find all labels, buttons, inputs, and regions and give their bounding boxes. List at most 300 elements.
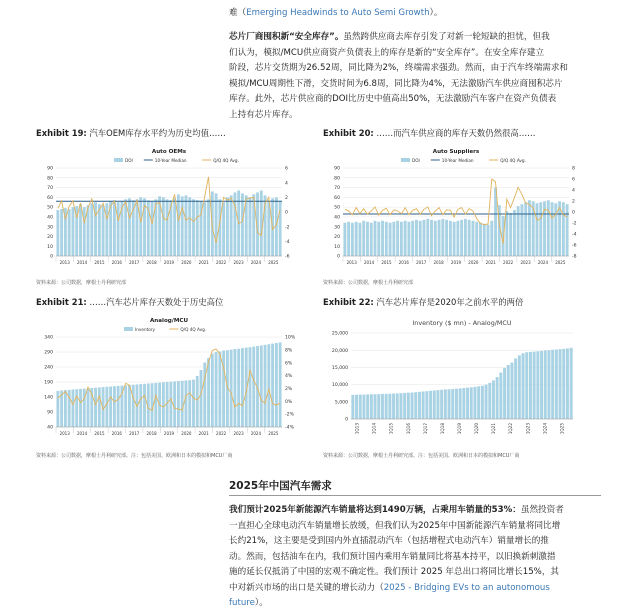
x-tick-label: 1Q17 bbox=[422, 423, 428, 435]
bar bbox=[233, 192, 236, 256]
bar bbox=[507, 365, 510, 419]
bar bbox=[392, 222, 395, 256]
section-divider bbox=[229, 495, 601, 496]
x-tick-label: 2017 bbox=[416, 260, 427, 265]
bar bbox=[279, 342, 282, 427]
x-tick-label: 2019 bbox=[163, 260, 175, 265]
bar bbox=[222, 351, 225, 428]
y-tick-label: 140 bbox=[44, 395, 53, 401]
intro-line bbox=[229, 6, 601, 22]
bar bbox=[433, 390, 436, 419]
bar bbox=[75, 389, 78, 427]
x-tick-label: 2020 bbox=[181, 431, 192, 436]
x-tick-label: 2021 bbox=[485, 260, 496, 265]
y-tick-label: 0 bbox=[50, 254, 53, 260]
bar bbox=[559, 349, 562, 419]
y-tick-label: 5,000 bbox=[334, 400, 348, 406]
x-tick-label: 2016 bbox=[111, 431, 122, 436]
bar bbox=[105, 203, 108, 256]
bar bbox=[215, 193, 218, 256]
y2-tick-label: 4% bbox=[285, 374, 293, 380]
bar bbox=[400, 222, 403, 256]
text-line: 库存。此外，芯片供应商的DOI比历史中值高出50%，无法激励汽车客户在资产负债表 bbox=[229, 94, 557, 104]
legend-label: Q/Q 4Q Avg. bbox=[180, 327, 207, 332]
bar bbox=[128, 198, 131, 256]
bar bbox=[359, 395, 362, 419]
x-tick-label: 2022 bbox=[503, 260, 514, 265]
y2-tick-label: 6 bbox=[572, 177, 575, 183]
y-tick-label: 15,000 bbox=[331, 366, 348, 371]
bar bbox=[490, 221, 493, 256]
y2-tick-label: 8 bbox=[572, 166, 575, 172]
bar bbox=[355, 395, 358, 419]
x-tick-label: 2025 bbox=[268, 260, 279, 265]
bar bbox=[496, 377, 499, 419]
section-title: 2025年中国汽车需求 bbox=[229, 480, 332, 492]
x-tick-label: 2016 bbox=[111, 260, 122, 265]
bar bbox=[64, 390, 67, 427]
bridging-evs-link[interactable]: 2025 - Bridging EVs to an autonomous bbox=[383, 582, 550, 593]
bar bbox=[389, 223, 392, 256]
bar bbox=[72, 390, 75, 428]
bar bbox=[551, 350, 554, 419]
bar bbox=[525, 352, 528, 419]
exhibit-20-label: Exhibit 20: bbox=[323, 128, 374, 138]
text-line: 一直担心全球电动汽车销量增长放缓，但我们认为2025年中国新能源汽车销量将同比增 bbox=[229, 520, 561, 531]
bar bbox=[90, 203, 93, 256]
bar bbox=[524, 202, 527, 256]
x-tick-label: 2025 bbox=[268, 431, 279, 436]
legend-swatch bbox=[114, 158, 123, 162]
bar bbox=[488, 383, 491, 419]
bar bbox=[407, 222, 410, 256]
bar bbox=[404, 221, 407, 256]
bar bbox=[264, 345, 267, 427]
x-tick-label: 1Q25 bbox=[559, 423, 565, 435]
bar bbox=[173, 381, 176, 427]
y2-tick-label: 0% bbox=[285, 399, 293, 405]
bar bbox=[441, 219, 444, 256]
bar bbox=[241, 348, 244, 427]
x-tick-label: 2022 bbox=[216, 431, 227, 436]
bar bbox=[192, 199, 195, 256]
bar bbox=[528, 200, 531, 256]
y-tick-label: 30 bbox=[334, 225, 340, 231]
text-line: 虽然投资者 bbox=[520, 505, 564, 515]
bar bbox=[396, 393, 399, 419]
bar bbox=[520, 204, 523, 256]
bar bbox=[249, 347, 252, 427]
bar bbox=[56, 391, 59, 427]
x-tick-label: 2023 bbox=[233, 260, 244, 265]
bar bbox=[355, 222, 358, 256]
bar bbox=[154, 383, 157, 427]
bar bbox=[230, 350, 233, 427]
x-tick-label: 2025 bbox=[555, 260, 566, 265]
bar bbox=[83, 207, 86, 256]
y-tick-label: 240 bbox=[44, 365, 53, 371]
x-tick-label: 1Q21 bbox=[491, 423, 497, 435]
bar bbox=[192, 380, 195, 427]
exhibit-21-label: Exhibit 21: bbox=[36, 297, 87, 307]
y-tick-label: 190 bbox=[44, 380, 53, 386]
y-tick-label: 60 bbox=[47, 195, 53, 201]
bar bbox=[68, 209, 71, 256]
bar bbox=[200, 370, 203, 427]
bar bbox=[267, 344, 270, 427]
y2-tick-label: 8% bbox=[285, 348, 293, 354]
bar bbox=[211, 354, 214, 428]
y2-tick-label: 2 bbox=[285, 195, 288, 201]
x-tick-label: 2014 bbox=[76, 260, 88, 265]
bar bbox=[510, 363, 513, 419]
y-tick-label: 20,000 bbox=[331, 348, 348, 354]
chart-title: Auto Suppliers bbox=[432, 149, 480, 155]
bar bbox=[260, 345, 263, 427]
bar bbox=[499, 373, 502, 419]
y-tick-label: 10 bbox=[334, 244, 340, 250]
x-tick-label: 1Q19 bbox=[457, 423, 462, 435]
bar bbox=[196, 376, 199, 427]
y2-tick-label: 2% bbox=[285, 387, 293, 393]
x-tick-label: 1Q24 bbox=[542, 423, 548, 435]
bar bbox=[396, 221, 399, 256]
bar bbox=[185, 381, 188, 428]
paragraph-nev-forecast bbox=[229, 503, 601, 612]
y-tick-label: 50 bbox=[334, 205, 340, 211]
source-note-ex21: 资料来源：公司数据，摩根士丹利研究部。注：包括美国、欧洲和日本的模拟和MCU厂商 bbox=[36, 453, 233, 459]
x-tick-label: 1Q16 bbox=[405, 423, 411, 435]
bar bbox=[566, 204, 569, 256]
bar bbox=[203, 202, 206, 256]
x-tick-label: 2015 bbox=[381, 260, 392, 265]
x-tick-label: 2015 bbox=[94, 431, 105, 436]
y-tick-label: 30 bbox=[47, 225, 53, 231]
chart-inventory-analog-mcu bbox=[323, 313, 585, 445]
bar bbox=[385, 394, 388, 419]
bar bbox=[554, 203, 557, 256]
legend-label: 10-Year Median bbox=[441, 158, 474, 163]
bar bbox=[366, 394, 369, 419]
y2-tick-label: 0 bbox=[572, 210, 575, 216]
x-tick-label: 2018 bbox=[433, 260, 444, 265]
x-tick-label: 2024 bbox=[250, 431, 262, 436]
bar bbox=[448, 389, 451, 419]
bar bbox=[547, 350, 550, 419]
text-line: 模拟/MCU周期性下滑，交货时间为6.8周，同比降为4%，无法激励汽车供应商囤积芯片 bbox=[229, 78, 563, 89]
bar bbox=[188, 197, 191, 256]
bar bbox=[143, 384, 146, 427]
bar bbox=[570, 348, 573, 419]
y-tick-label: 70 bbox=[47, 186, 53, 192]
x-tick-label: 2019 bbox=[163, 431, 175, 436]
bar bbox=[374, 394, 377, 419]
bar bbox=[181, 196, 184, 256]
bar bbox=[181, 381, 184, 427]
bar bbox=[509, 213, 512, 256]
y2-tick-label: 10% bbox=[285, 335, 296, 341]
bar bbox=[425, 391, 428, 419]
x-tick-label: 2023 bbox=[233, 431, 244, 436]
bar bbox=[514, 358, 517, 419]
bar bbox=[440, 390, 443, 419]
bar bbox=[139, 384, 142, 427]
bar bbox=[430, 220, 433, 256]
exhibit-19-caption bbox=[36, 128, 226, 139]
y-tick-label: 40 bbox=[47, 215, 53, 221]
bar bbox=[411, 393, 414, 419]
y2-tick-label: -6 bbox=[572, 243, 577, 249]
bar bbox=[113, 200, 116, 256]
bar bbox=[540, 351, 543, 419]
y-tick-label: 25,000 bbox=[331, 331, 348, 337]
x-tick-label: 1Q14 bbox=[371, 423, 377, 435]
y-tick-label: 290 bbox=[44, 350, 53, 356]
bar bbox=[79, 389, 82, 427]
bar bbox=[162, 382, 165, 427]
bar bbox=[539, 202, 542, 256]
bar bbox=[415, 220, 418, 256]
bar bbox=[418, 392, 421, 419]
x-tick-label: 2023 bbox=[520, 260, 531, 265]
bar bbox=[429, 391, 432, 419]
chart-title: Analog/MCU bbox=[149, 318, 189, 324]
x-tick-label: 2016 bbox=[398, 260, 409, 265]
bar bbox=[222, 202, 225, 256]
bar bbox=[426, 219, 429, 256]
bar bbox=[374, 221, 377, 256]
bar bbox=[381, 221, 384, 256]
y2-tick-label: -2% bbox=[285, 412, 294, 418]
y-tick-label: 20 bbox=[334, 235, 340, 241]
bar bbox=[177, 381, 180, 427]
exhibit-22-label: Exhibit 22: bbox=[323, 297, 374, 307]
y2-tick-label: 2 bbox=[572, 199, 575, 205]
x-tick-label: 2013 bbox=[59, 260, 70, 265]
bar bbox=[492, 380, 495, 419]
bar bbox=[56, 210, 59, 256]
legend-label: Q/Q 4Q Avg. bbox=[213, 158, 239, 163]
bar bbox=[124, 385, 127, 427]
legend-label: 10-Year Median bbox=[154, 158, 187, 163]
bar bbox=[249, 197, 252, 256]
bar bbox=[518, 355, 521, 419]
bar bbox=[177, 194, 180, 256]
text-line: 上持有芯片库存。 bbox=[229, 109, 298, 120]
bar bbox=[562, 202, 565, 256]
bar bbox=[72, 207, 75, 256]
y2-tick-label: 0 bbox=[285, 210, 288, 216]
y-tick-label: 70 bbox=[334, 186, 340, 192]
exhibit-19-text: 汽车OEM库存水平约为历史均值…… bbox=[89, 128, 226, 138]
y2-tick-label: -2 bbox=[572, 221, 577, 227]
y-tick-label: 90 bbox=[47, 410, 53, 416]
bar bbox=[414, 392, 417, 419]
bar bbox=[459, 388, 462, 419]
chart-auto-oems bbox=[36, 144, 298, 274]
bar bbox=[470, 387, 473, 419]
bar bbox=[481, 386, 484, 419]
bar bbox=[479, 223, 482, 256]
y2-tick-label: 4 bbox=[572, 188, 575, 194]
paragraph-nev-heading: 我们预计2025年新能源汽车销量将达到1490万辆，占乘用车销量的53%： bbox=[229, 505, 521, 515]
x-tick-label: 2017 bbox=[129, 260, 140, 265]
bar bbox=[279, 201, 282, 256]
x-tick-label: 2021 bbox=[198, 260, 209, 265]
emerging-headwinds-link[interactable]: Emerging Headwinds to Auto Semi Growth bbox=[246, 8, 430, 18]
bar bbox=[468, 220, 471, 256]
text-line: 长约21%，这主要是受到国内外直插混动汽车（包括增程式电动汽车）销量增长的推 bbox=[229, 536, 549, 546]
bar bbox=[423, 220, 426, 256]
intro-suffix: ）。 bbox=[429, 8, 443, 18]
bar bbox=[169, 382, 172, 427]
x-tick-label: 1Q20 bbox=[474, 423, 480, 435]
x-tick-label: 2013 bbox=[346, 260, 357, 265]
bar bbox=[566, 348, 569, 419]
bar bbox=[230, 195, 233, 256]
y-tick-label: 0 bbox=[337, 254, 340, 260]
bar bbox=[377, 394, 380, 419]
text-line: ）。 bbox=[254, 598, 268, 608]
bar bbox=[472, 221, 475, 256]
legend-label: DOI bbox=[125, 158, 133, 163]
y2-tick-label: 6 bbox=[285, 166, 288, 172]
legend-swatch bbox=[124, 327, 133, 331]
y2-tick-label: -8 bbox=[572, 254, 577, 260]
bar bbox=[456, 221, 459, 256]
y-tick-label: 90 bbox=[47, 166, 53, 172]
y-tick-label: 10,000 bbox=[331, 383, 348, 389]
bar bbox=[436, 390, 439, 419]
bar bbox=[536, 203, 539, 256]
source-note-ex22: 资料来源：公司数据，摩根士丹利研究部。注：包括美国、欧洲和日本的模拟和MCU厂商 bbox=[323, 453, 520, 459]
bar bbox=[522, 353, 525, 419]
bar bbox=[466, 388, 469, 419]
x-tick-label: 1Q15 bbox=[388, 423, 394, 435]
chart-title: Inventory ($ mn) - Analog/MCU bbox=[412, 319, 512, 327]
y-tick-label: 50 bbox=[47, 205, 53, 211]
x-tick-label: 2014 bbox=[363, 260, 375, 265]
bar bbox=[485, 385, 488, 419]
x-tick-label: 2019 bbox=[450, 260, 462, 265]
legend-label: DOI bbox=[412, 158, 420, 163]
bar bbox=[487, 225, 490, 256]
exhibit-20-caption bbox=[323, 128, 536, 139]
text-line: 动。然而，包括油车在内，我们预计国内乘用车销量同比将基本持平，以旧换新刺激措 bbox=[229, 551, 556, 562]
bar bbox=[513, 210, 516, 256]
bar bbox=[185, 195, 188, 256]
bar bbox=[562, 349, 565, 419]
bar bbox=[347, 222, 350, 256]
x-tick-label: 2020 bbox=[468, 260, 479, 265]
bar bbox=[444, 389, 447, 419]
bar bbox=[536, 351, 539, 419]
bar bbox=[351, 395, 354, 419]
bar bbox=[94, 388, 97, 427]
bar bbox=[79, 204, 82, 256]
bar bbox=[109, 387, 112, 428]
x-tick-label: 2021 bbox=[198, 431, 209, 436]
bar bbox=[392, 394, 395, 419]
bar bbox=[117, 202, 120, 256]
bar bbox=[218, 351, 221, 427]
bar bbox=[451, 389, 454, 419]
y-tick-label: 80 bbox=[334, 176, 340, 182]
bar bbox=[351, 223, 354, 256]
bar bbox=[98, 387, 101, 427]
text-line: 阶段，芯片交货期为26.52周，同比降为2%，终端需求强劲。然而，由于汽车终端需求和 bbox=[229, 63, 569, 73]
x-tick-label: 2017 bbox=[129, 431, 140, 436]
bar bbox=[462, 388, 465, 419]
y-tick-label: 340 bbox=[44, 335, 53, 341]
legend-label: Q/Q 4Q Avg. bbox=[500, 158, 526, 163]
bar bbox=[477, 386, 480, 419]
bridging-evs-link-cont[interactable]: future bbox=[229, 598, 255, 608]
exhibit-20-text: ……而汽车供应商的库存天数仍然很高…… bbox=[376, 128, 536, 138]
chart-auto-suppliers bbox=[323, 144, 585, 274]
bar bbox=[464, 219, 467, 256]
x-tick-label: 2020 bbox=[181, 260, 192, 265]
y2-tick-label: -4 bbox=[285, 239, 290, 245]
bar bbox=[551, 202, 554, 256]
bar bbox=[233, 349, 236, 427]
bar bbox=[241, 193, 244, 256]
bar bbox=[455, 389, 458, 419]
paragraph-safety-stock bbox=[229, 30, 601, 123]
x-tick-label: 2024 bbox=[537, 260, 549, 265]
source-note-ex20: 资料来源：公司数据，摩根士丹利研究部 bbox=[323, 280, 414, 286]
paragraph-safety-stock-heading: 芯片厂商囤积新“安全库存”。 bbox=[229, 32, 344, 42]
source-note-ex19: 资料来源：公司数据，摩根士丹利研究部 bbox=[36, 280, 127, 286]
bar bbox=[407, 393, 410, 419]
bar bbox=[343, 223, 346, 256]
text-line: 们认为，模拟/MCU供应商资产负债表上的库存是新的“安全库存”。在安全库存建立 bbox=[229, 47, 545, 58]
x-tick-label: 2022 bbox=[216, 260, 227, 265]
bar bbox=[166, 199, 169, 256]
exhibit-21-caption bbox=[36, 297, 223, 308]
x-tick-label: 1Q22 bbox=[508, 423, 514, 435]
legend-label: Inventory bbox=[135, 327, 156, 332]
y-tick-label: 40 bbox=[334, 215, 340, 221]
bar bbox=[422, 391, 425, 419]
y-tick-label: 80 bbox=[47, 176, 53, 182]
bar bbox=[196, 200, 199, 256]
y-tick-label: 10 bbox=[47, 244, 53, 250]
bar bbox=[453, 222, 456, 256]
exhibit-19-label: Exhibit 19: bbox=[36, 128, 87, 138]
x-tick-label: 2018 bbox=[146, 260, 157, 265]
y2-tick-label: 4 bbox=[285, 181, 288, 187]
bar bbox=[445, 220, 448, 256]
bar bbox=[547, 200, 550, 256]
text-line: 中对新兴市场的出口是关键的增长动力（ bbox=[229, 582, 384, 593]
bar bbox=[449, 221, 452, 256]
x-tick-label: 2013 bbox=[59, 431, 70, 436]
bar bbox=[434, 221, 437, 256]
bar bbox=[215, 352, 218, 427]
y2-tick-label: -6 bbox=[285, 254, 290, 260]
bar bbox=[105, 387, 108, 427]
bar bbox=[237, 349, 240, 427]
x-tick-label: 2014 bbox=[76, 431, 88, 436]
y-tick-label: 90 bbox=[334, 166, 340, 172]
bar bbox=[362, 395, 365, 419]
exhibit-22-text: 汽车芯片库存是2020年之前水平的两倍 bbox=[376, 297, 524, 307]
y2-tick-label: -2 bbox=[285, 225, 290, 231]
bar bbox=[411, 221, 414, 256]
y-tick-label: 20 bbox=[47, 235, 53, 241]
bar bbox=[473, 387, 476, 419]
